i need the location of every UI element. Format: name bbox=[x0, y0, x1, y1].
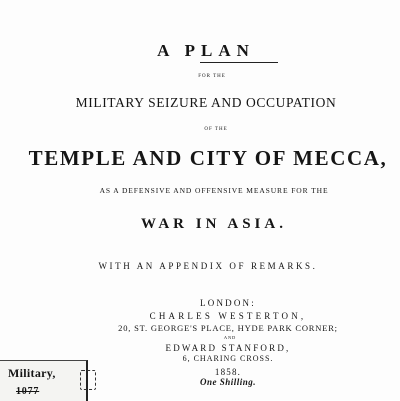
appendix-line: WITH AN APPENDIX OF REMARKS. bbox=[98, 261, 318, 271]
of-the-text: OF THE bbox=[204, 127, 228, 132]
title-heading: A PLAN bbox=[157, 41, 255, 60]
shelf-label-text: Military, bbox=[8, 366, 56, 380]
imprint-and: AND bbox=[223, 335, 237, 340]
for-the-text: FOR THE bbox=[198, 74, 226, 79]
imprint-publisher: CHARLES WESTERTON, bbox=[149, 311, 307, 321]
imprint-second-address: 6, CHARING CROSS. bbox=[182, 354, 274, 363]
shelf-mark: 1077 bbox=[16, 386, 40, 397]
imprint-price: One Shilling. bbox=[199, 377, 257, 387]
imprint-city: LONDON: bbox=[200, 298, 256, 308]
imprint-year: 1858. bbox=[214, 367, 242, 377]
war-title: WAR IN ASIA. bbox=[141, 216, 287, 232]
main-title: TEMPLE AND CITY OF MECCA, bbox=[28, 146, 388, 170]
imprint-address: 20, ST. GEORGE'S PLACE, HYDE PARK CORNER; bbox=[118, 323, 338, 333]
heading-underline bbox=[200, 62, 278, 63]
subtitle: MILITARY SEIZURE AND OCCUPATION bbox=[75, 95, 337, 110]
defensive-line: AS A DEFENSIVE AND OFFENSIVE MEASURE FOR THE bbox=[99, 186, 329, 195]
imprint-second-publisher: EDWARD STANFORD, bbox=[165, 343, 291, 353]
library-stamp-icon bbox=[80, 370, 96, 390]
